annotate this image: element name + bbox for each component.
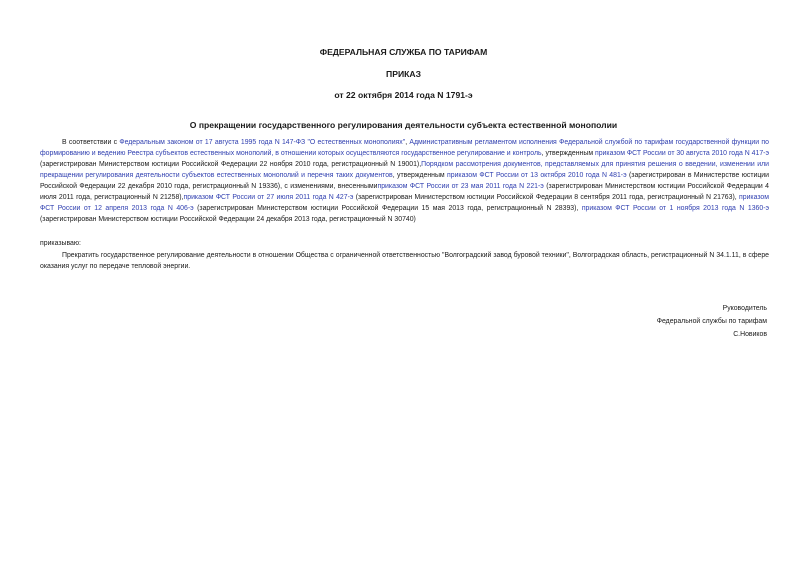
preamble-text: (зарегистрирован Министерством юстиции Российской Федерации 24 декабря 2013 года, регистрационный N 30740) (40, 216, 416, 223)
signature-agency: Федеральной службы по тарифам (656, 318, 767, 325)
signature-name: С.Новиков (733, 331, 767, 338)
link-order-221[interactable]: приказом ФСТ России от 23 мая 2011 года N 221-э (377, 183, 544, 190)
agency-heading: ФЕДЕРАЛЬНАЯ СЛУЖБА ПО ТАРИФАМ (319, 47, 488, 57)
link-admin-regulation[interactable]: Административным регламентом исполнения Федеральной службой по тарифам государственной функции по формированию и ведению Реестра субъектов естественных монополий, в отношении которых осуществляются государственное регулирование и контроль (40, 139, 769, 157)
preamble-text: , (405, 139, 410, 146)
doc-type-heading: ПРИКАЗ (386, 69, 421, 79)
order-paragraph: Прекратить государственное регулирование деятельности в отношении Общества с ограниченной ответственностью "Волгоградский завод буровой техники", Волгоградская область, регистрационный N 34.1.11, в сфере оказания услуг по передаче тепловой энергии. (40, 252, 769, 270)
link-order-1360[interactable]: приказом ФСТ России от 1 ноября 2013 года N 1360-э (581, 205, 769, 212)
preamble-text: , утвержденным (392, 172, 448, 179)
date-line: от 22 октября 2014 года N 1791-э (334, 90, 473, 100)
preamble-paragraph (40, 137, 769, 225)
signature-position: Руководитель (722, 305, 767, 312)
preamble-text: В соответствии с (62, 139, 120, 146)
link-order-406[interactable]: приказом ФСТ России от 12 апреля 2013 года N 406-э (40, 194, 769, 212)
link-order-427[interactable]: приказом ФСТ России от 27 июля 2011 года N 427-э (183, 194, 354, 201)
preamble-text: , утвержденным (541, 150, 595, 157)
preamble-text: (зарегистрирован Министерством юстиции Российской Федерации 15 мая 2013 года, регистрационный N 28393), (193, 205, 582, 212)
signature-block (657, 302, 767, 341)
link-order-417[interactable]: приказом ФСТ России от 30 августа 2010 года N 417-э (594, 150, 769, 157)
link-federal-law[interactable]: Федеральным законом от 17 августа 1995 года N 147-ФЗ "О естественных монополиях" (119, 139, 406, 146)
order-word: приказываю: (40, 240, 81, 247)
link-order-481[interactable]: приказом ФСТ России от 13 октября 2010 года N 481-э (447, 172, 627, 179)
preamble-text: (зарегистрирован в Министерстве юстиции Российской Федерации 22 декабря 2010 года, регистрационный N 19336), с изменениями, внесенными (40, 172, 769, 190)
document-title: О прекращении государственного регулирования деятельности субъекта естественной монополии (189, 120, 618, 130)
preamble-text: (зарегистрирован Министерством юстиции Российской Федерации 22 ноября 2010 года, регистрационный N 19001), (40, 161, 422, 168)
link-procedure[interactable]: Порядком рассмотрения документов, представляемых для принятия решения о введении, изменении или прекращении регулирования деятельности субъектов естественных монополий и перечня таких документов (40, 161, 769, 179)
preamble-text: (зарегистрирован Министерством юстиции Российской Федерации 8 сентября 2011 года, регистрационный N 21763), (353, 194, 739, 201)
preamble-text: (зарегистрирован Министерством юстиции Российской Федерации 4 июля 2011 года, регистрационный N 21258), (40, 183, 770, 201)
